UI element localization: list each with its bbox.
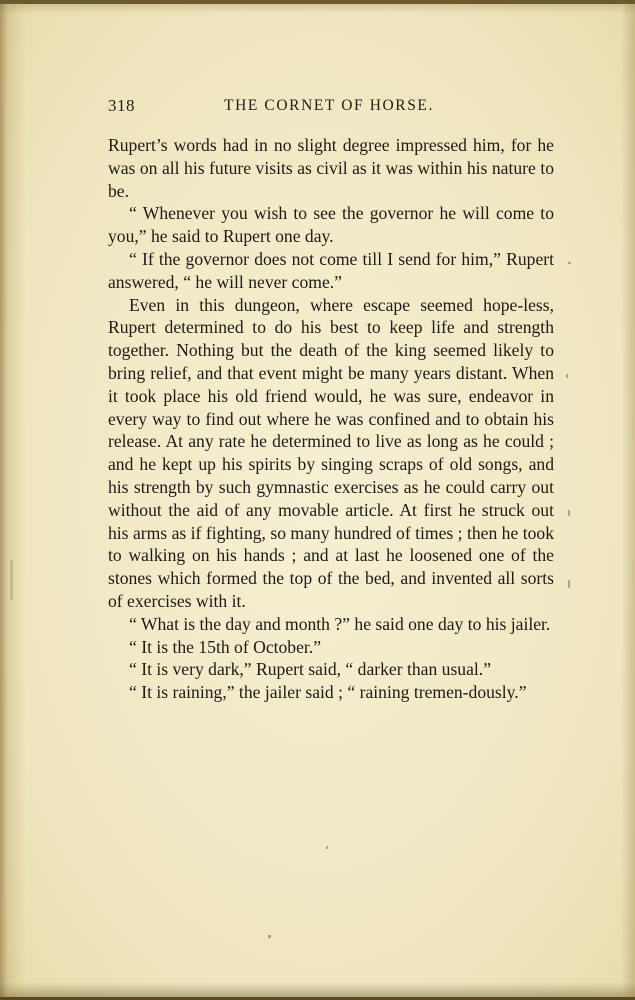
paragraph: “ It is raining,” the jailer said ; “ raining tremen-dously.” — [129, 682, 527, 703]
paragraph: Even in this dungeon, where escape seemed hope-less, Rupert determined to do his best to keep life and strength together. Nothing but the death of the king seemed likely to bring relief, and that event might be many years distant. When it took place his old friend would, he was sure, endeavor in every way to find out where he was confined and to obtain his release. At any rate he determined to live as long as he could ; and he kept up his spirits by singing scraps of old songs, and his strength by such gymnastic exercises as he could carry out without the aid of any movable article. At first he struck out his arms as if fighting, so many hundred of times ; then he took to walking on his hands ; and at last he loosened one of the stones which formed the top of the bed, and invented all sorts of exercises with it. — [108, 294, 554, 611]
paragraph: “ It is the 15th of October.” — [129, 636, 322, 657]
paragraph: “ What is the day and month ?” he said one day to his jailer. — [129, 613, 551, 634]
paragraph: “ If the governor does not come till I send for him,” Rupert answered, “ he will never come.” — [108, 248, 554, 292]
margin-speck — [568, 580, 570, 588]
margin-speck — [566, 374, 568, 378]
paragraph: “ Whenever you wish to see the governor he will come to you,” he said to Rupert one day. — [108, 203, 554, 247]
page-speck — [268, 935, 271, 938]
margin-speck — [10, 560, 13, 600]
page-speck — [326, 846, 328, 849]
margin-speck — [568, 510, 570, 516]
paragraph: “ It is very dark,” Rupert said, “ darker than usual.” — [129, 659, 492, 680]
running-title: THE CORNET OF HORSE. — [224, 97, 434, 114]
paragraph: Rupert’s words had in no slight degree impressed him, for he was on all his future visits as civil as it was within his nature to be. — [108, 135, 554, 201]
page-header — [108, 96, 554, 122]
page-number: 318 — [108, 96, 135, 115]
margin-speck — [568, 262, 571, 264]
body-text — [108, 134, 554, 704]
page-top-edge — [0, 0, 635, 4]
